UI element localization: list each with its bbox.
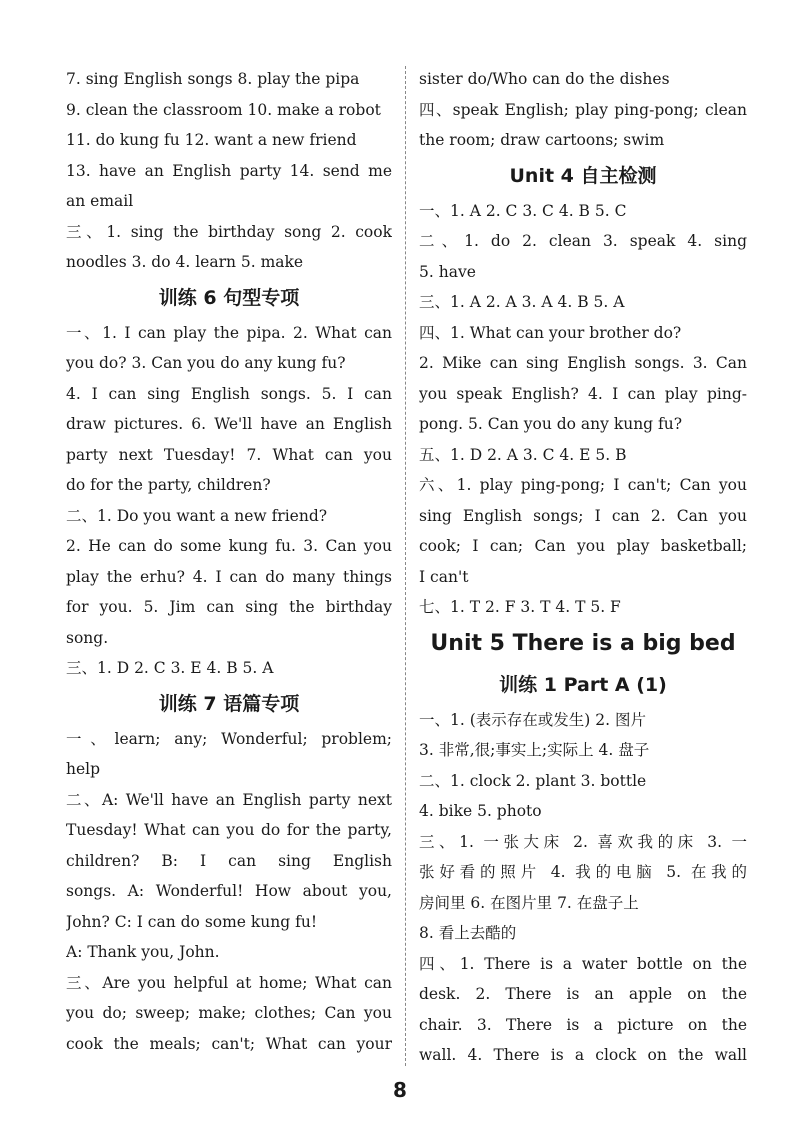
answer-line: John? C: I can do some kung fu! (66, 912, 318, 931)
answer-line: 一、1. A 2. C 3. C 4. B 5. C (419, 201, 627, 220)
answer-line: Tuesday! What can you do for the party, (66, 821, 392, 839)
page-number: 8 (393, 1078, 407, 1102)
answer-line: 一、1. I can play the pipa. 2. What can (66, 323, 392, 342)
answer-line: do for the party, children? (66, 476, 271, 494)
left-column (66, 64, 392, 1059)
answer-line: 六、1. play ping-pong; I can't; Can you (419, 476, 747, 494)
answer-line: sing English songs; I can 2. Can you (419, 506, 747, 525)
answer-line: 13. have an English party 14. send me (66, 161, 392, 180)
answer-line: help (66, 760, 101, 778)
answer-line: noodles 3. do 4. learn 5. make (66, 253, 304, 271)
answer-line: 8. 看上去酷的 (419, 924, 517, 942)
answer-line: 2. He can do some kung fu. 3. Can you (66, 537, 392, 555)
answer-line: 2. Mike can sing English songs. 3. Can (419, 354, 747, 372)
answer-line: 5. have (419, 262, 476, 281)
section-heading: 训练 1 Part A (1) (499, 673, 667, 696)
answer-line: 二、1. do 2. clean 3. speak 4. sing (419, 232, 747, 250)
answer-line: desk. 2. There is an apple on the (419, 985, 747, 1003)
answer-line: A: Thank you, John. (66, 943, 220, 961)
section-heading: 训练 7 语篇专项 (158, 692, 300, 715)
right-column (419, 64, 747, 1071)
answer-line: 9. clean the classroom 10. make a robot (66, 100, 381, 119)
answer-line: 二、A: We'll have an English party next (66, 790, 392, 809)
answer-line: I can't (419, 567, 469, 586)
answer-line: play the erhu? 4. I can do many things (66, 567, 392, 586)
answer-line: 三、1. A 2. A 3. A 4. B 5. A (419, 293, 625, 311)
answer-line: sister do/Who can do the dishes (419, 70, 670, 88)
answer-line: cook the meals; can't; What can your (66, 1034, 392, 1053)
answer-line: 七、1. T 2. F 3. T 4. T 5. F (419, 598, 621, 616)
answer-line: pong. 5. Can you do any kung fu? (419, 415, 683, 433)
answer-line: 7. sing English songs 8. play the pipa (66, 70, 360, 88)
section-heading: 训练 6 句型专项 (158, 286, 300, 309)
answer-line: wall. 4. There is a clock on the wall (419, 1046, 747, 1064)
answer-line: chair. 3. There is a picture on the (419, 1015, 747, 1034)
answer-line: you do; sweep; make; clothes; Can you (66, 1004, 392, 1022)
answer-line: 3. 非常,很;事实上;实际上 4. 盘子 (419, 741, 650, 759)
section-heading: Unit 4 自主检测 (509, 164, 657, 187)
answer-line: 三、Are you helpful at home; What can (66, 973, 392, 992)
answer-line: for you. 5. Jim can sing the birthday (66, 598, 392, 616)
answer-line: songs. A: Wonderful! How about you, (66, 882, 392, 900)
answer-line: 张好看的照片 4. 我的电脑 5. 在我的 (419, 863, 747, 881)
answer-line: the room; draw cartoons; swim (419, 131, 665, 149)
answer-line: 三、1. 一张大床 2. 喜欢我的床 3. 一 (419, 832, 747, 851)
answer-line: song. (66, 628, 109, 647)
answer-line: 一、1. (表示存在或发生) 2. 图片 (419, 710, 646, 729)
answer-line: 四、1. What can your brother do? (419, 323, 682, 342)
answer-line: cook; I can; Can you play basketball; (419, 537, 747, 555)
answer-line: 4. I can sing English songs. 5. I can (66, 384, 392, 403)
answer-line: 房间里 6. 在图片里 7. 在盘子上 (419, 893, 639, 912)
answer-line: 五、1. D 2. A 3. C 4. E 5. B (419, 445, 627, 464)
answer-line: draw pictures. 6. We'll have an English (66, 415, 392, 433)
answer-line: 11. do kung fu 12. want a new friend (66, 131, 357, 149)
answer-line: 四、speak English; play ping-pong; clean (419, 100, 747, 119)
column-divider (405, 66, 406, 1066)
unit-title: Unit 5 There is a big bed (430, 630, 736, 656)
answer-line: you speak English? 4. I can play ping- (419, 384, 747, 403)
answer-line: 三、1. D 2. C 3. E 4. B 5. A (66, 659, 274, 677)
answer-line: 4. bike 5. photo (419, 802, 542, 820)
answer-line: children? B: I can sing English (66, 851, 392, 870)
answer-line: 二、1. Do you want a new friend? (66, 506, 328, 525)
answer-line: 二、1. clock 2. plant 3. bottle (419, 771, 647, 790)
answer-line: 三、1. sing the birthday song 2. cook (66, 222, 392, 241)
answer-line: 四、1. There is a water bottle on the (419, 954, 747, 973)
answer-line: you do? 3. Can you do any kung fu? (66, 354, 346, 372)
answer-line: party next Tuesday! 7. What can you (66, 445, 392, 464)
answer-line: an email (66, 192, 134, 210)
answer-line: 一、learn; any; Wonderful; problem; (66, 729, 392, 748)
